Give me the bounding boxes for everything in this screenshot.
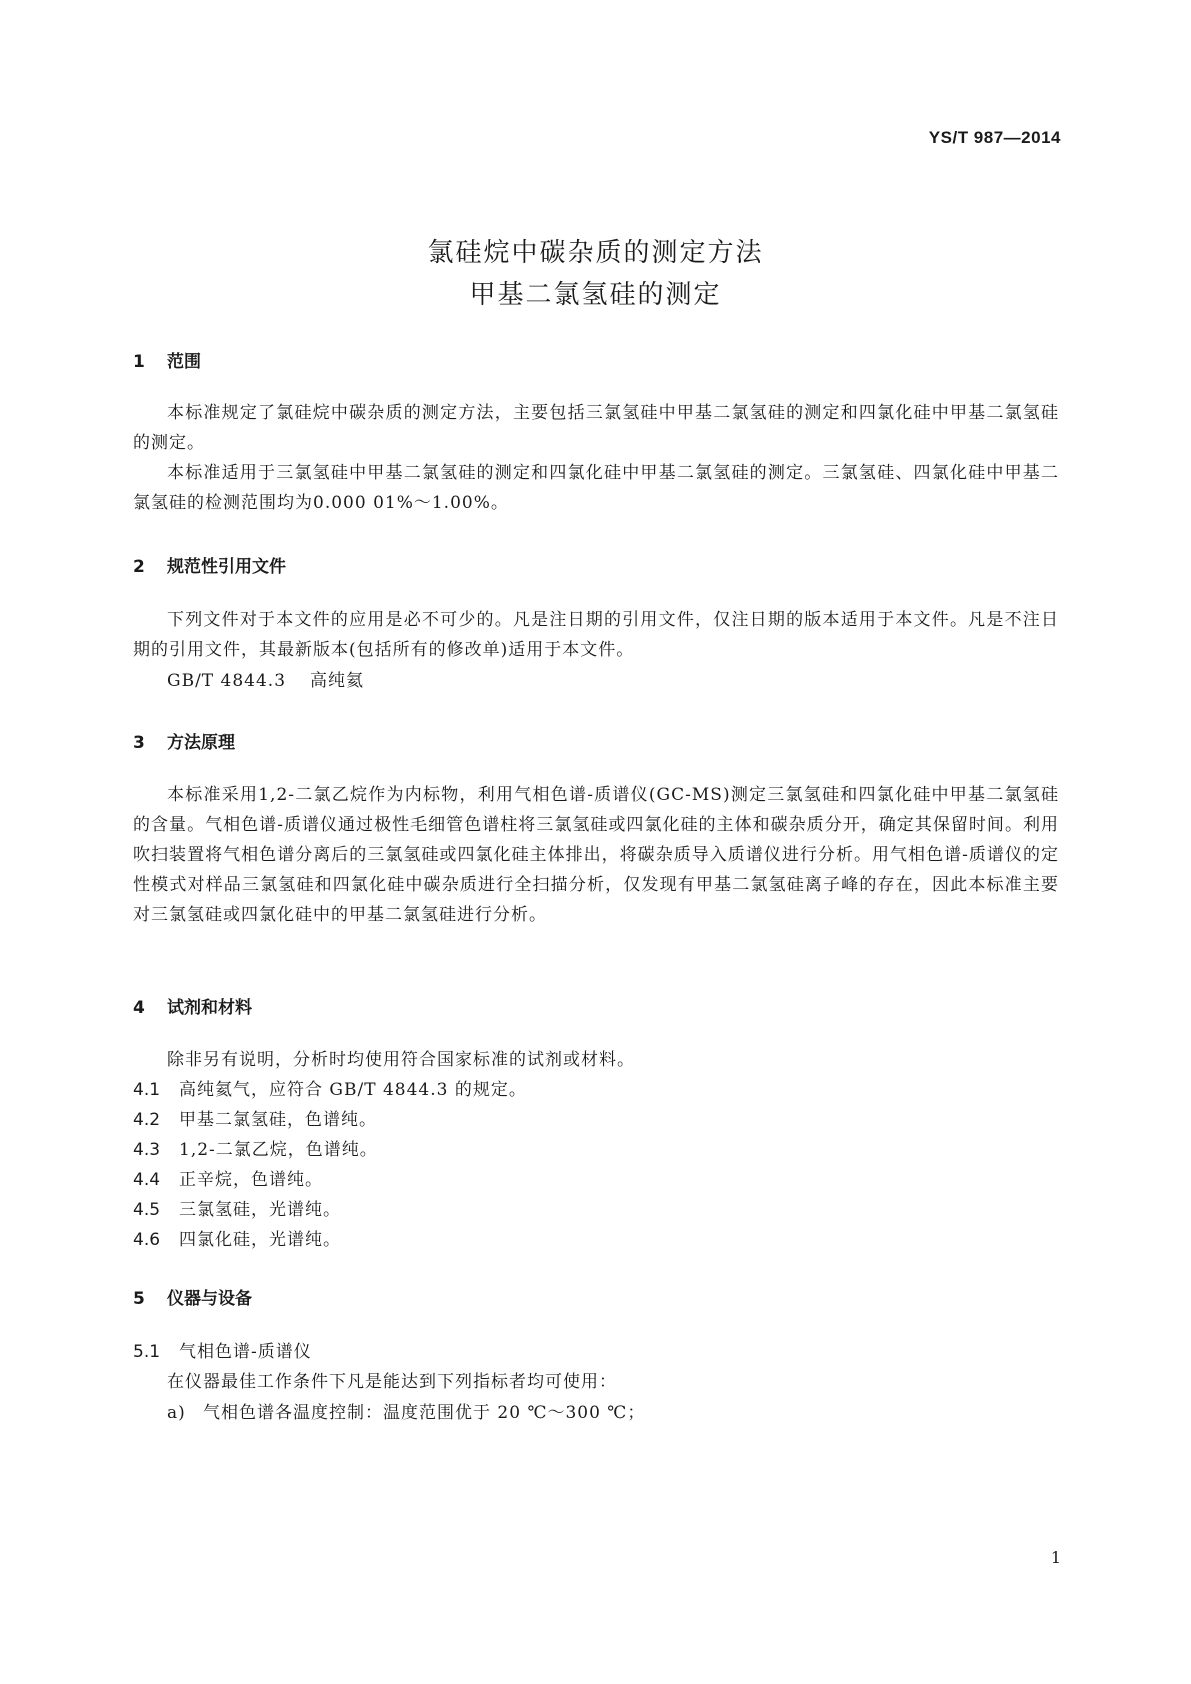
section-1-heading [133, 347, 201, 372]
document-title: 氯硅烷中碳杂质的测定方法 [427, 238, 764, 268]
section-2-paragraph-1: 下列文件对于本文件的应用是必不可少的。凡是注日期的引用文件，仅注日期的版本适用于本文件。凡是不注日期的引用文件，其最新版本(包括所有的修改单)适用于本文件。 [133, 610, 1059, 660]
section-2-heading [133, 552, 286, 577]
item-text: 1,2-二氯乙烷，色谱纯。 [179, 1140, 378, 1160]
section-3-paragraph-1: 本标准采用1,2-二氯乙烷作为内标物，利用气相色谱-质谱仪(GC-MS)测定三氯氢硅和四氯化硅中甲基二氯氢硅的含量。气相色谱-质谱仪通过极性毛细管色谱柱将三氯氢硅或四氯化硅的主体和碳杂质分开，确定其保留时间。利用吹扫装置将气相色谱分离后的三氯氢硅或四氯化硅主体排出，将碳杂质导入质谱仪进行分析。用气相色谱-质谱仪的定性模式对样品三氯氢硅和四氯化硅中碳杂质进行全扫描分析，仅发现有甲基二氯氢硅离子峰的存在，因此本标准主要对三氯氢硅或四氯化硅中的甲基二氯氢硅进行分析。 [133, 785, 1059, 925]
subsection-5-1-intro: 在仪器最佳工作条件下凡是能达到下列指标者均可使用： [167, 1372, 617, 1392]
section-title: 试剂和材料 [167, 998, 252, 1018]
reference-title: 高纯氦 [310, 671, 365, 691]
reagent-item [133, 1135, 378, 1160]
section-title: 方法原理 [167, 733, 235, 753]
item-number: 4.2 [133, 1110, 161, 1130]
list-item-a [167, 1398, 645, 1423]
section-title: 规范性引用文件 [167, 557, 286, 577]
subsection-5-1 [133, 1337, 312, 1362]
section-number: 4 [133, 998, 145, 1018]
section-title: 仪器与设备 [167, 1289, 252, 1309]
item-number: 4.6 [133, 1230, 161, 1250]
reagent-item [133, 1165, 323, 1190]
reagent-item [133, 1075, 527, 1100]
reference-code: GB/T 4844.3 [167, 671, 287, 691]
section-5-heading [133, 1284, 252, 1309]
item-text: 正辛烷，色谱纯。 [179, 1170, 323, 1190]
reagent-item [133, 1105, 377, 1130]
section-4-heading [133, 993, 252, 1018]
document-subtitle: 甲基二氯氢硅的测定 [469, 280, 722, 310]
item-text: 气相色谱-质谱仪 [179, 1342, 312, 1362]
item-number: 5.1 [133, 1342, 161, 1362]
page-number: 1 [1050, 1548, 1061, 1567]
standard-code: YS/T 987—2014 [928, 128, 1061, 147]
list-text: 气相色谱各温度控制：温度范围优于 20 ℃～300 ℃； [203, 1403, 646, 1423]
item-text: 甲基二氯氢硅，色谱纯。 [179, 1110, 377, 1130]
section-1-paragraph-1: 本标准规定了氯硅烷中碳杂质的测定方法，主要包括三氯氢硅中甲基二氯氢硅的测定和四氯化硅中甲基二氯氢硅的测定。 [133, 403, 1059, 453]
item-number: 4.4 [133, 1170, 161, 1190]
normative-reference [167, 666, 364, 691]
item-text: 三氯氢硅，光谱纯。 [179, 1200, 341, 1220]
section-1-paragraph-2: 本标准适用于三氯氢硅中甲基二氯氢硅的测定和四氯化硅中甲基二氯氢硅的测定。三氯氢硅、四氯化硅中甲基二氯氢硅的检测范围均为0.000 01%～1.00%。 [133, 463, 1059, 513]
reagent-item [133, 1225, 341, 1250]
section-number: 2 [133, 557, 145, 577]
reagent-item [133, 1195, 341, 1220]
section-number: 5 [133, 1289, 145, 1309]
section-3-heading [133, 728, 235, 753]
item-number: 4.1 [133, 1080, 161, 1100]
list-label: a) [167, 1403, 186, 1423]
item-number: 4.3 [133, 1140, 161, 1160]
item-text: 四氯化硅，光谱纯。 [179, 1230, 341, 1250]
section-number: 1 [133, 352, 145, 372]
section-number: 3 [133, 733, 145, 753]
section-title: 范围 [167, 352, 201, 372]
item-number: 4.5 [133, 1200, 161, 1220]
item-text: 高纯氦气，应符合 GB/T 4844.3 的规定。 [179, 1080, 527, 1100]
section-4-intro: 除非另有说明，分析时均使用符合国家标准的试剂或材料。 [167, 1050, 635, 1070]
